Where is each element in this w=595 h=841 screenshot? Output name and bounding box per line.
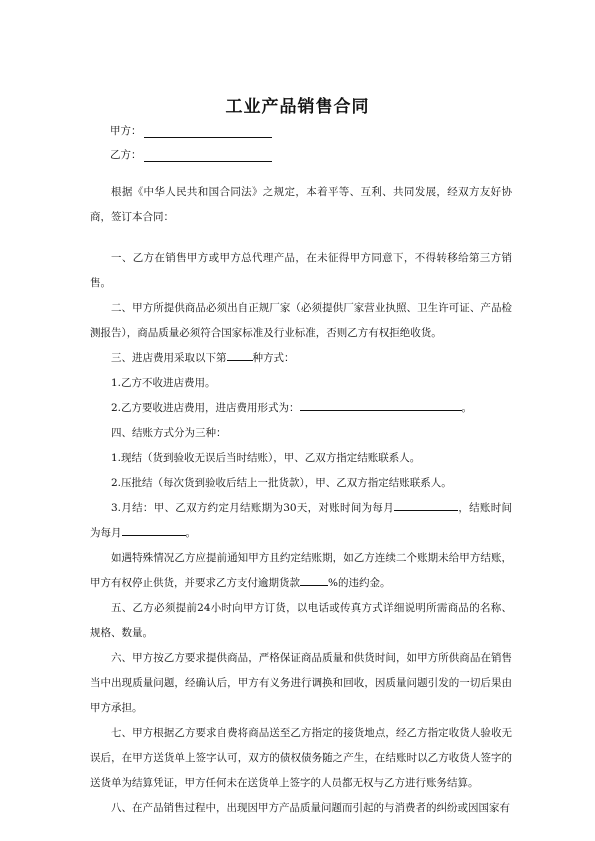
party-b-label: 乙方：: [110, 149, 142, 161]
clause-4-option-3: [90, 496, 512, 546]
special-case-paragraph: [90, 546, 512, 596]
clause-3-option-2-end: 。: [461, 402, 473, 414]
intro-paragraph: 根据《中华人民共和国合同法》之规定，本着平等、互利、共同发展，经双方友好协商，签订本合同：: [90, 186, 512, 223]
clause-4-option-3-text-a: 3.月结：甲、乙双方约定月结账期为30天，对账时间为每月: [111, 502, 395, 514]
clause-3-option-2-text: 2.乙方要收进店费用，进店费用形式为：: [111, 402, 300, 414]
party-a-blank: [144, 125, 272, 138]
clause-2: 二、甲方所提供商品必须出自正规厂家（必须提供厂家营业执照、卫生许可证、产品检测报告），商品质量必须符合国家标准及行业标准，否则乙方有权拒绝收货。: [90, 302, 512, 339]
special-case-end: %的违约金。: [328, 577, 391, 589]
settlement-date-blank: [122, 521, 186, 536]
clause-4-option-3-text-c: 。: [185, 527, 196, 539]
clause-3-text: 三、进店费用采取以下第: [111, 352, 227, 364]
clause-4-option-3-text-b: ，结账时间为每月: [90, 502, 513, 539]
penalty-percent-blank: [300, 571, 328, 586]
clause-8: 八、在产品销售过程中，出现因甲方产品质量问题而引起的与消费者的纠纷或因国家有: [111, 802, 510, 814]
clause-1: 一、乙方在销售甲方或甲方总代理产品，在未征得甲方同意下，不得转移给第三方销售。: [90, 252, 512, 289]
party-a-row: [110, 124, 272, 138]
clause-4: 四、结账方式分为三种：: [111, 427, 227, 439]
reconcile-date-blank: [394, 496, 458, 511]
clause-4-option-2: 2.压批结（每次货到验收后结上一批货款），甲、乙双方指定结账联系人。: [111, 477, 452, 489]
contract-body: [90, 180, 512, 821]
clause-3: [90, 346, 512, 371]
special-case-text: 如遇特殊情况乙方应提前通知甲方且约定结账期，如乙方连续二个账期未给甲方结账，甲方有权停止供货，并要求乙方支付逾期货款: [90, 552, 512, 589]
clause-6: 六、甲方按乙方要求提供商品，严格保证商品质量和供货时间，如甲方所供商品在销售当中出现质量问题，经确认后，甲方有义务进行调换和回收，因质量问题引发的一切后果由甲方承担。: [90, 652, 512, 714]
clause-3-blank: [227, 346, 253, 361]
party-b-blank: [144, 149, 272, 162]
clause-7: 七、甲方根据乙方要求自费将商品送至乙方指定的接货地点，经乙方指定收货人验收无误后，在甲方送货单上签字认可，双方的债权债务随之产生，在结账时以乙方收货人签字的送货单为结算凭证，甲方任何未在送货单上签字的人员都无权与乙方进行账务结算。: [90, 727, 512, 789]
party-b-row: [110, 148, 272, 162]
clause-3-text-end: 种方式：: [252, 352, 295, 364]
party-a-label: 甲方：: [110, 125, 142, 137]
clause-4-option-1: 1.现结（货到验收无误后当时结账），甲、乙双方指定结账联系人。: [111, 452, 421, 464]
contract-title: 工业产品销售合同: [225, 97, 370, 117]
clause-3-option-1: 1.乙方不收进店费用。: [111, 377, 216, 389]
clause-3-option-2: [90, 396, 512, 421]
clause-5: 五、乙方必须提前24小时向甲方订货，以电话或传真方式详细说明所需商品的名称、规格、数量。: [90, 602, 512, 639]
entry-fee-form-blank: [300, 396, 462, 411]
